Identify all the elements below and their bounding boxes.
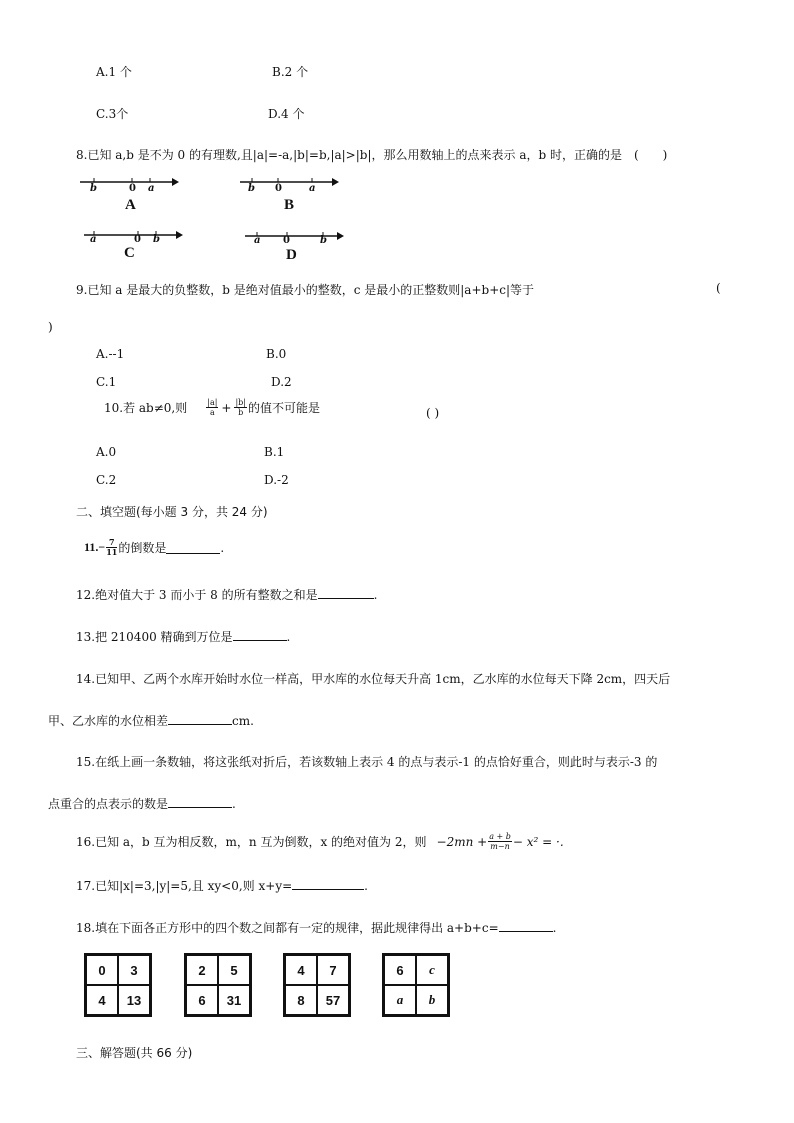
q11-end: . (220, 540, 225, 555)
q17-line (76, 877, 368, 894)
numberline-d-point-1: a (254, 235, 261, 246)
q10-fraction-2 (234, 398, 247, 417)
q15-end: . (232, 797, 236, 811)
q16-num: a + b (489, 832, 511, 841)
q16-line (76, 832, 564, 851)
q10-option-c: C.2 (96, 473, 117, 487)
q16-expr1: −2mn + (436, 834, 488, 849)
numberline-c-point-3: b (153, 234, 160, 245)
numberline-d-point-3: b (320, 235, 327, 246)
square-1-cell: 0 (86, 955, 118, 985)
q10-f1-den: a (209, 408, 215, 417)
numberline-d-label: D (286, 247, 297, 263)
q11-fraction (106, 538, 117, 557)
q10-f2-den: b (238, 408, 244, 417)
numberline-b-axis (240, 176, 340, 190)
q16-text: 16.已知 a，b 互为相反数，m，n 互为倒数，x 的绝对值为 2，则 (76, 835, 427, 849)
numberline-a-point-1: b (90, 183, 97, 194)
q7-option-c: C.3个 (96, 107, 129, 121)
q18-text: 18.填在下面各正方形中的四个数之间都有一定的规律，据此规律得出 a+b+c= (76, 921, 499, 935)
section-2-heading: 二、填空题(每小题 3 分，共 24 分) (76, 505, 268, 519)
q7-option-a: A.1 个 (96, 65, 132, 79)
q14-line1: 14.已知甲、乙两个水库开始时水位一样高，甲水库的水位每天升高 1cm，乙水库的水位每天下降 2cm，四天后 (76, 672, 671, 686)
q14-line2 (48, 712, 254, 729)
q7-option-d: D.4 个 (268, 107, 305, 121)
q13-end: . (286, 630, 291, 644)
q10-option-a: A.0 (96, 445, 117, 459)
q18-end: . (552, 921, 557, 935)
q10-f2-num: |b| (235, 398, 246, 407)
number-square-2 (184, 953, 252, 1017)
square-4-cell: a (384, 985, 416, 1015)
numberline-b-point-3: a (309, 183, 316, 194)
q15-line1: 15.在纸上画一条数轴，将这张纸对折后，若该数轴上表示 4 的点与表示-1 的点恰好重合，则此时与表示-3 的 (76, 755, 658, 769)
q10-fraction-1 (206, 398, 218, 417)
numberline-b-label: B (284, 197, 295, 213)
square-4-cell: c (416, 955, 448, 985)
square-2-cell: 5 (218, 955, 250, 985)
q16-den: m−n (490, 842, 510, 851)
q10-option-d: D.-2 (264, 473, 289, 487)
q14-end: cm. (232, 714, 254, 728)
q13-line (76, 628, 290, 645)
q17-blank[interactable] (292, 878, 364, 890)
q10-plus: + (221, 400, 232, 415)
q16-expr2: − x² = ·. (512, 834, 564, 849)
q9-paren-close: ) (48, 320, 53, 334)
q18-blank[interactable] (499, 920, 553, 932)
square-3-cell: 57 (317, 985, 349, 1015)
q15-text: 点重合的点表示的数是 (48, 797, 169, 811)
q14-text: 甲、乙水库的水位相差 (48, 714, 169, 728)
q8-text: 8.已知 a,b 是不为 0 的有理数,且|a|=-a,|b|=b,|a|>|b|，那么用数轴上的点来表示 a，b 时，正确的是 ( ) (76, 148, 668, 162)
q14-blank[interactable] (168, 713, 232, 725)
q9-option-a: A.--1 (96, 347, 125, 361)
q12-end: . (373, 588, 378, 602)
square-2-cell: 31 (218, 985, 250, 1015)
numberline-d-point-2: 0 (283, 235, 290, 246)
q11-den: 11 (106, 547, 118, 557)
q7-option-b: B.2 个 (272, 65, 309, 79)
numberline-c-point-2: 0 (134, 234, 141, 245)
numberline-b-point-1: b (248, 183, 255, 194)
number-square-1 (84, 953, 152, 1017)
q9-option-d: D.2 (271, 375, 292, 389)
square-3-cell: 7 (317, 955, 349, 985)
q12-text: 12.绝对值大于 3 而小于 8 的所有整数之和是 (76, 588, 318, 602)
q10-suffix: 的值不可能是 (248, 401, 321, 415)
q12-line (76, 586, 377, 603)
q10-prefix: 10.若 ab≠0,则 (104, 401, 188, 415)
q9-option-b: B.0 (266, 347, 287, 361)
q13-blank[interactable] (233, 629, 287, 641)
q17-text: 17.已知|x|=3,|y|=5,且 xy<0,则 x+y= (76, 879, 293, 893)
q10-paren: ( ) (426, 406, 440, 420)
q16-fraction (488, 832, 512, 851)
square-2-cell: 6 (186, 985, 218, 1015)
q9-option-c: C.1 (96, 375, 117, 389)
square-1-cell: 3 (118, 955, 150, 985)
q9-paren-open: ( (716, 281, 721, 295)
q11-line (84, 538, 224, 557)
q15-line2 (48, 795, 236, 812)
square-4-cell: 6 (384, 955, 416, 985)
square-3-cell: 8 (285, 985, 317, 1015)
numberline-a-point-3: a (148, 183, 155, 194)
q17-end: . (364, 879, 368, 893)
q11-prefix: 11.− (84, 540, 106, 554)
square-1-cell: 13 (118, 985, 150, 1015)
numberline-c-point-1: a (90, 234, 97, 245)
square-2-cell: 2 (186, 955, 218, 985)
q11-num: 7 (106, 538, 117, 548)
square-4-cell: b (416, 985, 448, 1015)
square-1-cell: 4 (86, 985, 118, 1015)
number-square-4 (382, 953, 450, 1017)
q11-suffix: 的倒数是 (118, 541, 167, 555)
square-3-cell: 4 (285, 955, 317, 985)
numberline-b-point-2: 0 (275, 183, 282, 194)
q9-text: 9.已知 a 是最大的负整数，b 是绝对值最小的整数，c 是最小的正整数则|a+b+c|等于 (76, 283, 535, 297)
q12-blank[interactable] (318, 587, 374, 599)
q13-text: 13.把 210400 精确到万位是 (76, 630, 233, 644)
numberline-a-point-2: 0 (129, 183, 136, 194)
numberline-c-label: C (124, 245, 135, 261)
q11-blank[interactable] (166, 542, 220, 554)
section-3-heading: 三、解答题(共 66 分) (76, 1046, 193, 1060)
numberline-a-label: A (125, 197, 136, 213)
q10-line (104, 398, 320, 417)
number-square-3 (283, 953, 351, 1017)
q15-blank[interactable] (168, 796, 232, 808)
q10-f1-num: |a| (207, 398, 218, 407)
q18-line (76, 919, 556, 936)
q10-option-b: B.1 (264, 445, 285, 459)
